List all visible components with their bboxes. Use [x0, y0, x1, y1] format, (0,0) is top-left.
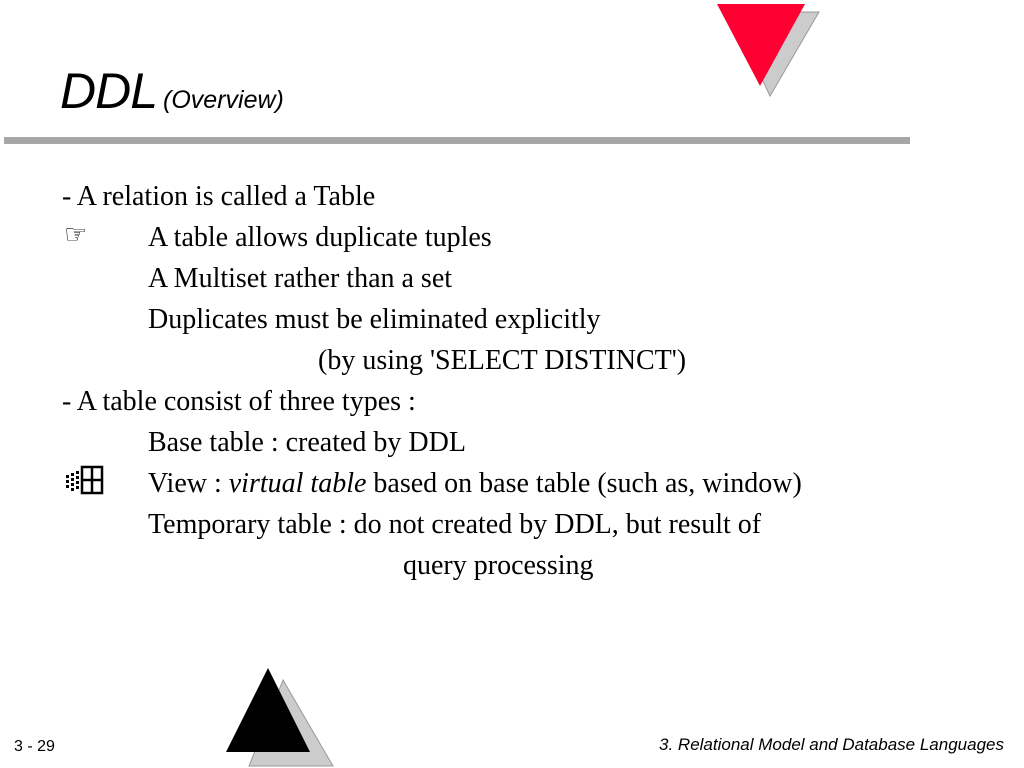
view-prefix: View : [148, 468, 222, 499]
text-line-duplicates-allowed: A table allows duplicate tuples [148, 222, 492, 253]
text-line-view [148, 470, 802, 498]
text-line-three-types: - A table consist of three types : [62, 386, 416, 417]
slide-title [60, 62, 284, 120]
text-line-multiset: A Multiset rather than a set [148, 263, 453, 294]
text-line-relation: - A relation is called a Table [62, 181, 376, 212]
title-main: DDL [60, 63, 158, 119]
chapter-title: 3. Relational Model and Database Languages [659, 735, 1004, 754]
text-line-base-table: Base table : created by DDL [148, 427, 466, 458]
text-line-query-processing: query processing [403, 550, 594, 581]
page-number: 3 - 29 [14, 738, 55, 755]
text-line-temporary-table: Temporary table : do not created by DDL, but result of [148, 509, 762, 540]
pointing-hand-icon: ☞ [64, 220, 88, 250]
view-suffix: based on base table (such as, window) [373, 468, 802, 499]
view-emphasis: virtual table [228, 468, 367, 499]
window-icon [64, 465, 106, 495]
title-sub: (Overview) [163, 86, 284, 114]
title-divider [4, 137, 910, 144]
text-line-select-distinct: (by using 'SELECT DISTINCT') [318, 345, 687, 376]
text-line-eliminate: Duplicates must be eliminated explicitly [148, 304, 601, 335]
